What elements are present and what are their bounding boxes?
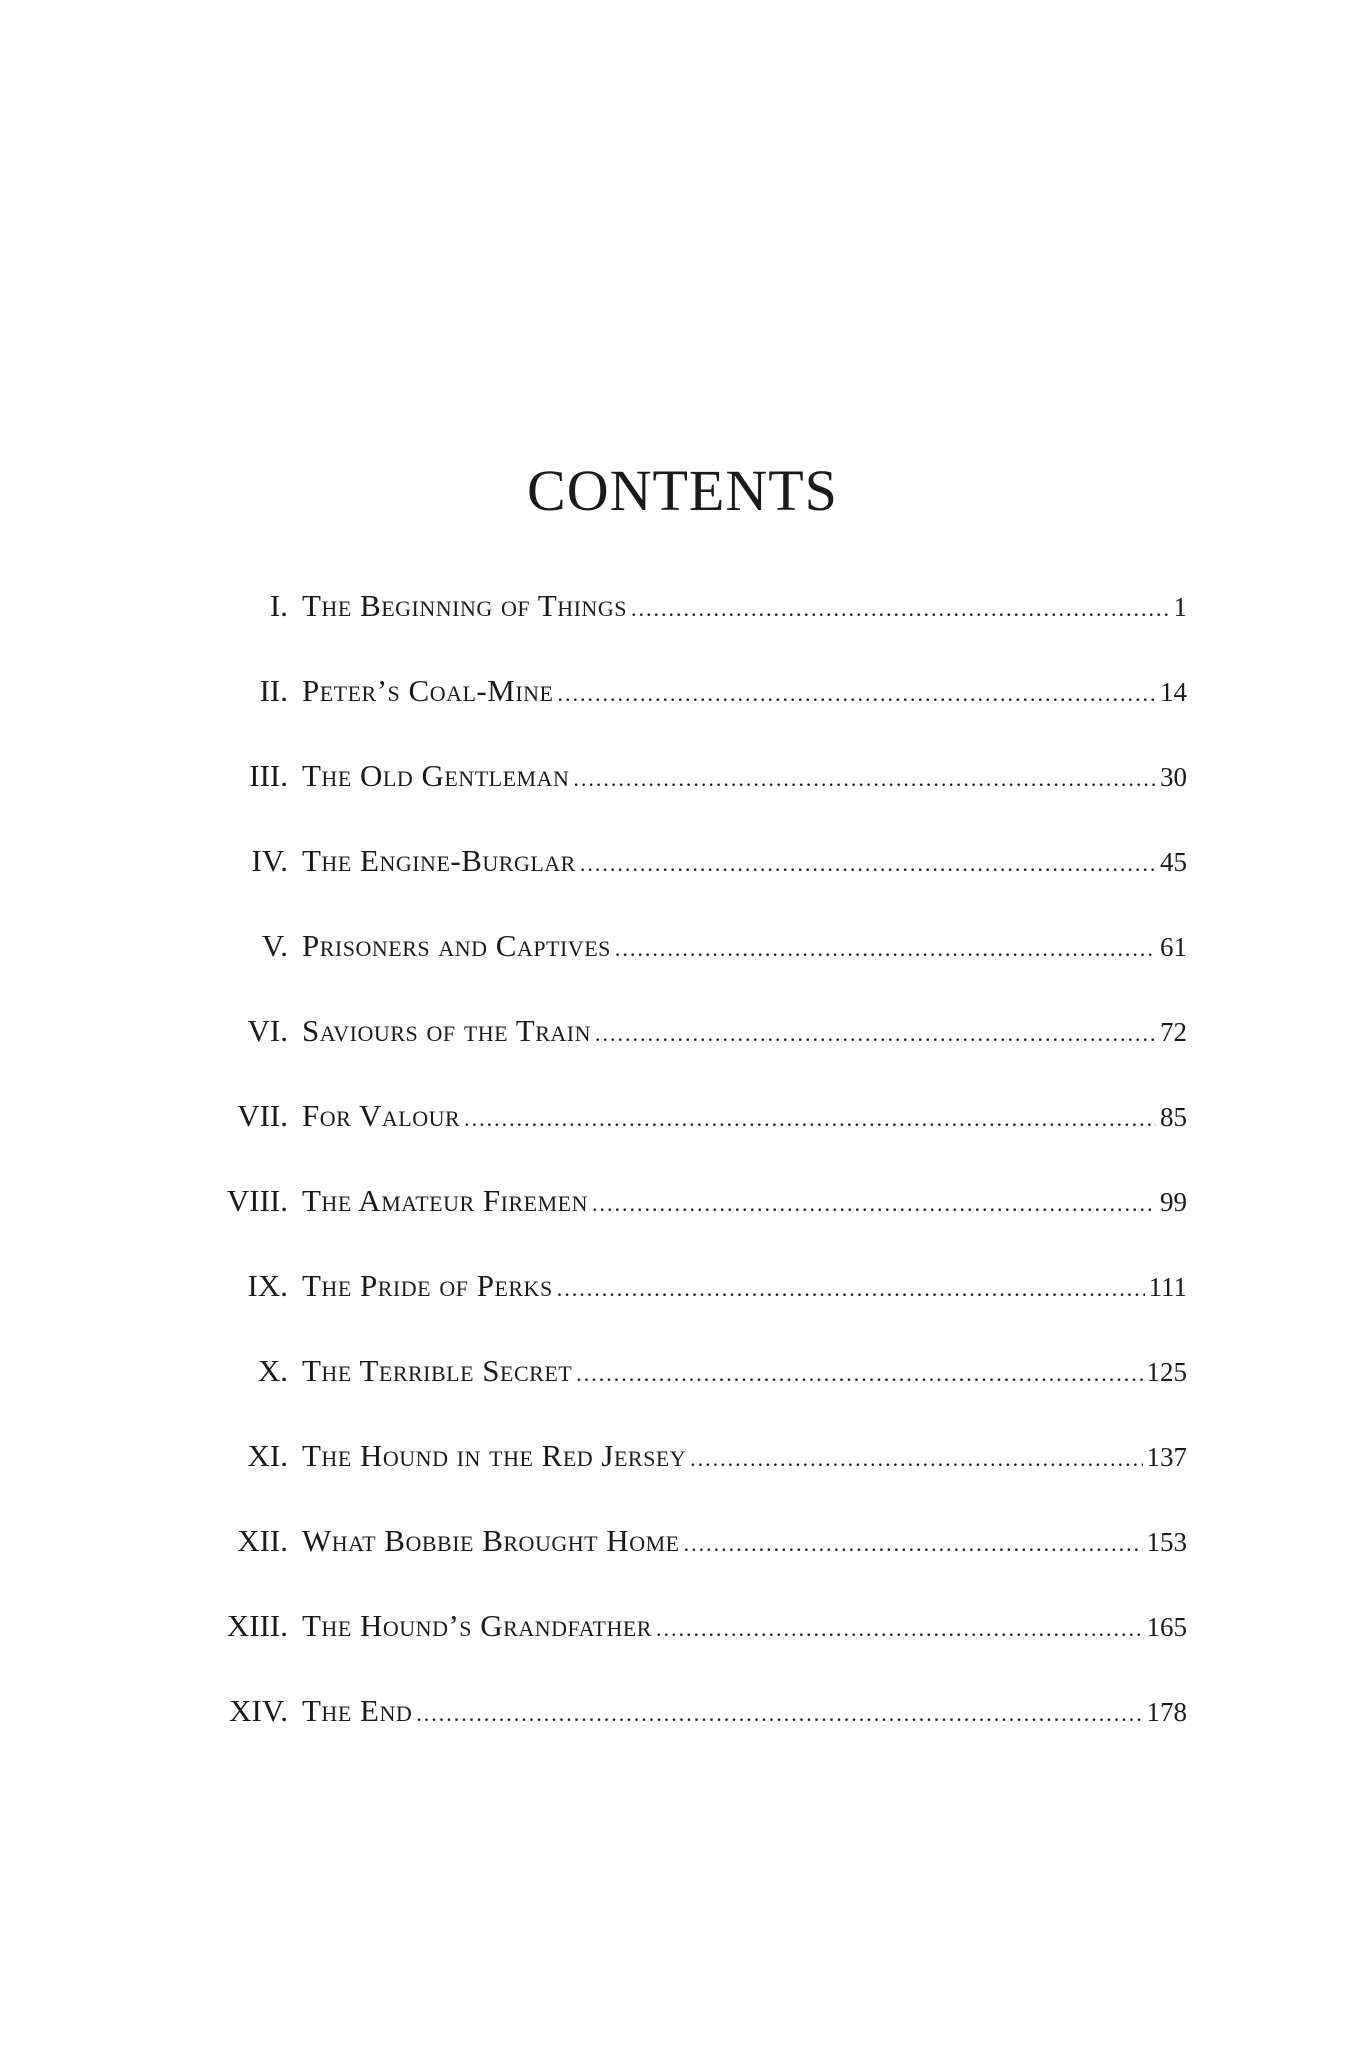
dot-leader: [615, 938, 1156, 960]
chapter-page-number: 111: [1148, 1272, 1187, 1302]
dot-leader: [557, 1278, 1145, 1300]
dot-leader: [656, 1618, 1143, 1640]
toc-entry: [185, 1525, 1187, 1610]
toc-entry: [185, 760, 1187, 845]
chapter-title: The Old Gentleman: [302, 758, 570, 793]
dot-leader: [576, 1363, 1142, 1385]
chapter-title: The Beginning of Things: [302, 588, 627, 623]
dot-leader: [631, 598, 1170, 620]
chapter-title: The Engine-Burglar: [302, 843, 576, 878]
chapter-numeral: XI.: [247, 1438, 288, 1473]
chapter-numeral: IV.: [251, 843, 288, 878]
dot-leader: [464, 1108, 1156, 1130]
chapter-numeral: XIV.: [229, 1693, 288, 1728]
chapter-title: What Bobbie Brought Home: [302, 1523, 680, 1558]
toc-entry: [185, 675, 1187, 760]
chapter-page-number: 45: [1160, 847, 1187, 877]
chapter-page-number: 153: [1146, 1527, 1187, 1557]
chapter-numeral: VI.: [247, 1013, 288, 1048]
chapter-page-number: 30: [1160, 762, 1187, 792]
toc-entry: [185, 930, 1187, 1015]
chapter-title: The Pride of Perks: [302, 1268, 553, 1303]
chapter-numeral: VII.: [237, 1098, 288, 1133]
chapter-numeral: XIII.: [226, 1608, 288, 1643]
chapter-title: Peter’s Coal-Mine: [302, 673, 554, 708]
dot-leader: [592, 1193, 1156, 1215]
chapter-numeral: X.: [257, 1353, 288, 1388]
chapter-title: The End: [302, 1693, 413, 1728]
dot-leader: [416, 1703, 1142, 1725]
dot-leader: [573, 768, 1156, 790]
chapter-page-number: 178: [1146, 1697, 1187, 1727]
toc-entry: [185, 1440, 1187, 1525]
toc-entry: [185, 1185, 1187, 1270]
chapter-title: Prisoners and Captives: [302, 928, 611, 963]
toc-entry: [185, 1610, 1187, 1695]
toc-entry: [185, 1695, 1187, 1780]
table-of-contents: [185, 590, 1187, 1780]
chapter-page-number: 61: [1160, 932, 1187, 962]
toc-entry: [185, 1015, 1187, 1100]
dot-leader: [580, 853, 1156, 875]
chapter-page-number: 85: [1160, 1102, 1187, 1132]
toc-entry: [185, 1355, 1187, 1440]
chapter-title: The Hound in the Red Jersey: [302, 1438, 687, 1473]
toc-entry: [185, 1100, 1187, 1185]
chapter-numeral: V.: [261, 928, 288, 963]
chapter-page-number: 1: [1173, 592, 1187, 622]
dot-leader: [684, 1533, 1143, 1555]
toc-entry: [185, 590, 1187, 675]
chapter-page-number: 72: [1160, 1017, 1187, 1047]
dot-leader: [557, 683, 1156, 705]
chapter-numeral: II.: [259, 673, 288, 708]
chapter-page-number: 99: [1160, 1187, 1187, 1217]
chapter-title: Saviours of the Train: [302, 1013, 591, 1048]
chapter-title: The Amateur Firemen: [302, 1183, 588, 1218]
toc-entry: [185, 1270, 1187, 1355]
chapter-numeral: IX.: [247, 1268, 288, 1303]
contents-heading: CONTENTS: [527, 458, 838, 523]
dot-leader: [690, 1448, 1142, 1470]
chapter-title: The Terrible Secret: [302, 1353, 573, 1388]
chapter-numeral: VIII.: [226, 1183, 288, 1218]
chapter-numeral: XII.: [237, 1523, 288, 1558]
chapter-page-number: 165: [1146, 1612, 1187, 1642]
chapter-numeral: I.: [269, 588, 288, 623]
chapter-page-number: 125: [1146, 1357, 1187, 1387]
toc-entry: [185, 845, 1187, 930]
dot-leader: [595, 1023, 1156, 1045]
chapter-title: For Valour: [302, 1098, 461, 1133]
chapter-page-number: 137: [1146, 1442, 1187, 1472]
chapter-numeral: III.: [249, 758, 288, 793]
chapter-page-number: 14: [1160, 677, 1187, 707]
chapter-title: The Hound’s Grandfather: [302, 1608, 652, 1643]
